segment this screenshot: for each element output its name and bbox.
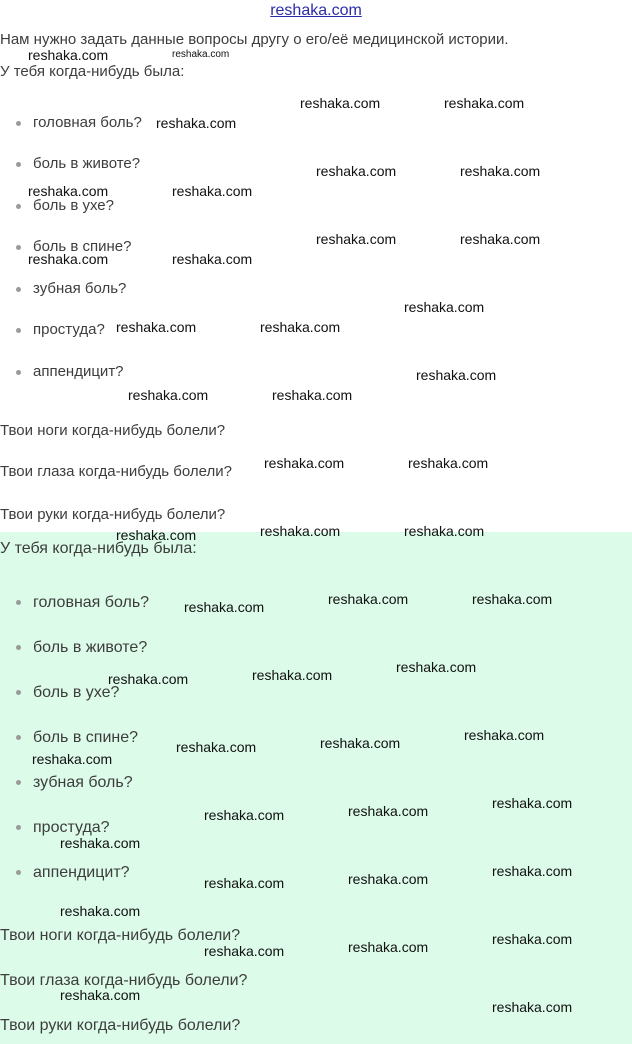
watermark-text: reshaka.com [492, 999, 573, 1015]
bullet-icon [16, 645, 21, 650]
site-header-link[interactable]: reshaka.com [270, 2, 362, 19]
watermark-text: reshaka.com [348, 803, 429, 819]
watermark-text: reshaka.com [28, 183, 109, 199]
bullet-icon [16, 600, 21, 605]
watermark-text: reshaka.com [32, 751, 113, 767]
watermark-text: reshaka.com [116, 527, 197, 543]
watermark-text: reshaka.com [60, 835, 141, 851]
watermark-text: reshaka.com [492, 795, 573, 811]
section2-question: Твои ноги когда-нибудь болели? [0, 927, 241, 944]
watermark-text: reshaka.com [316, 231, 397, 247]
watermark-text: reshaka.com [184, 599, 265, 615]
section2-item: зубная боль? [16, 774, 133, 792]
bullet-icon [16, 162, 21, 167]
bullet-icon [16, 825, 21, 830]
watermark-text: reshaka.com [60, 903, 141, 919]
watermark-text: reshaka.com [204, 807, 285, 823]
bullet-icon [16, 370, 21, 375]
section2-item: боль в спине? [16, 729, 138, 747]
section2-question: Твои глаза когда-нибудь болели? [0, 972, 248, 989]
watermark-text: reshaka.com [204, 943, 285, 959]
bullet-icon [16, 204, 21, 209]
watermark-text: reshaka.com [300, 95, 381, 111]
section2-item: боль в ухе? [16, 684, 119, 702]
watermark-text: reshaka.com [272, 387, 353, 403]
bullet-icon [16, 245, 21, 250]
section2-item: аппендицит? [16, 864, 130, 882]
watermark-text: reshaka.com [264, 455, 345, 471]
bullet-icon [16, 735, 21, 740]
section1-question: Твои руки когда-нибудь болели? [0, 506, 226, 523]
watermark-text: reshaka.com [316, 163, 397, 179]
watermark-text: reshaka.com [28, 251, 109, 267]
watermark-text: reshaka.com [472, 591, 553, 607]
watermark-text: reshaka.com [408, 455, 489, 471]
watermark-text: reshaka.com [172, 183, 253, 199]
watermark-text: reshaka.com [348, 871, 429, 887]
watermark-text: reshaka.com [404, 523, 485, 539]
section1-item: головная боль? [16, 114, 142, 131]
section1-item: аппендицит? [16, 363, 124, 380]
watermark-text: reshaka.com [460, 163, 541, 179]
watermark-text: reshaka.com [464, 727, 545, 743]
watermark-text: reshaka.com [416, 367, 497, 383]
bullet-icon [16, 870, 21, 875]
watermark-text: reshaka.com [116, 319, 197, 335]
section1-question: Твои глаза когда-нибудь болели? [0, 463, 232, 480]
section1-question: Твои ноги когда-нибудь болели? [0, 422, 226, 439]
bullet-icon [16, 121, 21, 126]
bullet-icon [16, 780, 21, 785]
watermark-text: reshaka.com [260, 319, 341, 335]
watermark-text: reshaka.com [156, 115, 237, 131]
intro-text: Нам нужно задать данные вопросы другу о его/её медицинской истории. [0, 31, 509, 48]
watermark-text: reshaka.com [60, 987, 141, 1003]
section1-item: боль в спине? [16, 238, 131, 255]
watermark-text: reshaka.com [444, 95, 525, 111]
watermark-text: reshaka.com [260, 523, 341, 539]
watermark-text: reshaka.com [396, 659, 477, 675]
watermark-text: reshaka.com [492, 931, 573, 947]
section1-lead: У тебя когда-нибудь была: [0, 63, 185, 80]
bullet-icon [16, 287, 21, 292]
bullet-icon [16, 328, 21, 333]
section2-item: боль в животе? [16, 639, 147, 657]
watermark-text: reshaka.com [176, 739, 257, 755]
watermark-text: reshaka.com [328, 591, 409, 607]
watermark-text: reshaka.com [460, 231, 541, 247]
section2-item: простуда? [16, 819, 110, 837]
watermark-text: reshaka.com [172, 49, 230, 60]
section2-item: головная боль? [16, 594, 149, 612]
section2-question: Твои руки когда-нибудь болели? [0, 1017, 241, 1034]
section1-item: простуда? [16, 321, 105, 338]
watermark-text: reshaka.com [492, 863, 573, 879]
section2-lead: У тебя когда-нибудь была: [0, 540, 197, 557]
watermark-text: reshaka.com [204, 875, 285, 891]
section1-item: зубная боль? [16, 280, 126, 297]
section1-item: боль в животе? [16, 155, 140, 172]
watermark-text: reshaka.com [128, 387, 209, 403]
watermark-text: reshaka.com [404, 299, 485, 315]
watermark-text: reshaka.com [252, 667, 333, 683]
watermark-text: reshaka.com [28, 47, 109, 63]
section1-item: боль в ухе? [16, 197, 114, 214]
watermark-text: reshaka.com [348, 939, 429, 955]
watermark-text: reshaka.com [172, 251, 253, 267]
bullet-icon [16, 690, 21, 695]
watermark-text: reshaka.com [108, 671, 189, 687]
watermark-text: reshaka.com [320, 735, 401, 751]
